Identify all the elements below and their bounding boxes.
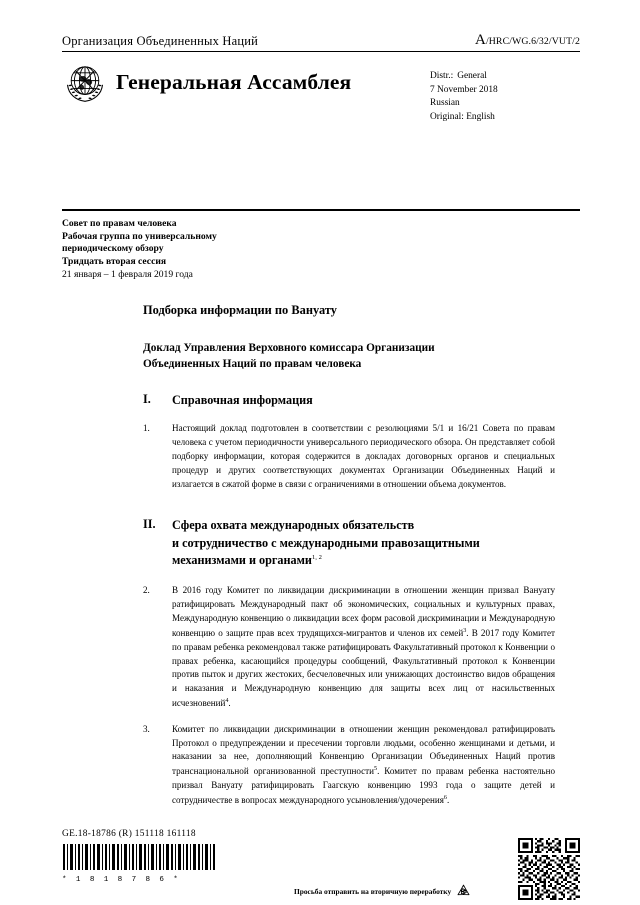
general-assembly-block <box>62 59 351 105</box>
recycle-notice <box>294 883 472 900</box>
session-number: Тридцать вторая сессия <box>62 255 167 267</box>
section-title-2-line-1: Сфера охвата международных обязательств <box>172 518 415 533</box>
section-heading-1 <box>143 392 555 409</box>
paragraph-number-2: 2. <box>143 585 150 596</box>
section-title-2-footnote-refs: 1, 2 <box>311 554 322 562</box>
document-symbol <box>475 33 580 49</box>
section-title-2-line-2: и сотрудничество с международными правозащитными <box>172 535 480 550</box>
distribution-block <box>430 59 580 125</box>
general-assembly-title: Генеральная Ассамблея <box>116 69 352 94</box>
recycle-icon <box>455 883 472 900</box>
paragraph-1 <box>143 422 555 491</box>
document-symbol-rest: /HRC/WG.6/32/VUT/2 <box>485 36 580 47</box>
header-thick-divider <box>62 209 580 211</box>
paragraph-2-part-1: В 2016 году Комитет по ликвидации дискриминации в отношении женщин призвал Вануату ратифицировать Международный пакт об экономических, социальных и культурных правах, Международную конвенцию о ликвидации всех форм расовой дискриминации и Международную конвенцию о защите прав всех трудящихся-мигрантов и членов их семей <box>172 585 555 638</box>
distribution-original: Original: English <box>430 111 495 122</box>
session-block <box>62 218 362 281</box>
distribution-line <box>430 70 580 84</box>
paragraph-text-1: Настоящий доклад подготовлен в соответствии с резолюциями 5/1 и 16/21 Совета по правам человека с учетом периодичности универсального периодического обзора. Он представляет собой подборку информации, которая содержится в докладах договорных органов и специальных процедур и других соответствующих документах Организации Объединенных Наций и излагается в сжатой форме в связи с ограничениями в отношении объема документов. <box>172 423 555 489</box>
paragraph-number-1: 1. <box>143 423 150 434</box>
section-heading-2 <box>143 517 555 569</box>
section-title-2-line-3: механизмами и органами <box>172 553 312 568</box>
working-group-line-1: Рабочая группа по универсальному <box>62 230 217 242</box>
organization-name: Организация Объединенных Наций <box>62 34 259 48</box>
section-number-2: II. <box>143 517 156 532</box>
document-subtitle-line-2: Объединенных Наций по правам человека <box>143 358 362 371</box>
document-body <box>143 303 555 820</box>
council-name: Совет по правам человека <box>62 218 177 229</box>
masthead-body-row <box>62 59 580 125</box>
qr-code-icon <box>518 838 580 900</box>
paragraph-2-part-3: . <box>228 698 231 708</box>
session-dates: 21 января – 1 февраля 2019 года <box>62 268 193 280</box>
paragraph-2-footnote-ref-2: 4 <box>225 696 229 704</box>
paragraph-3-part-1: Комитет по ликвидации дискриминации в отношении женщин рекомендовал ратифицировать Протокол о предупреждении и пресечении торговли людьми, особенно женщинами и детьми, и наказании за нее, дополняющий Конвенцию Организации Объединенных Наций против транснациональной организованной преступности <box>172 723 555 777</box>
document-symbol-initial: A <box>475 32 486 48</box>
section-number-1: I. <box>143 392 151 407</box>
page-footer <box>62 829 580 902</box>
footer-row <box>62 844 580 902</box>
paragraph-text-3 <box>172 723 555 808</box>
paragraph-2 <box>143 584 555 710</box>
distribution-label: Distr.: <box>430 71 454 81</box>
paragraph-3-footnote-ref-2: 6 <box>443 793 447 801</box>
distribution-value: General <box>457 71 487 81</box>
paragraph-2-footnote-ref-1: 3 <box>463 626 467 634</box>
paragraph-3-part-3: . <box>447 794 450 805</box>
section-title-1: Справочная информация <box>172 393 313 408</box>
paragraph-text-2 <box>172 584 555 710</box>
barcode-text: * 1 8 1 8 7 8 6 * <box>62 876 181 884</box>
working-group-line-2: периодическому обзору <box>62 243 164 255</box>
document-subtitle-line-1: Доклад Управления Верховного комиссара Организации <box>143 342 435 354</box>
masthead-top-row <box>62 33 580 51</box>
paragraph-3-footnote-ref-1: 5 <box>374 765 378 773</box>
barcode-block <box>62 844 218 884</box>
document-subtitle <box>143 340 555 372</box>
ge-document-code: GE.18-18786 (R) 151118 161118 <box>62 829 196 839</box>
document-title: Подборка информации по Вануату <box>143 303 337 317</box>
paragraph-3 <box>143 723 555 808</box>
paragraph-number-3: 3. <box>143 723 150 734</box>
paragraph-3-part-2: . Комитет по правам ребенка настоятельно призвал Вануату ратифицировать Гаагскую конвенцию 1993 года о защите детей и сотрудничестве в вопросах международного усыновления/удочерения <box>172 766 555 805</box>
recycle-notice-text: Просьба отправить на вторичную переработку <box>294 887 452 896</box>
distribution-language: Russian <box>430 98 460 109</box>
barcode-icon <box>62 844 218 870</box>
masthead <box>62 33 580 125</box>
paragraph-2-part-2: . В 2017 году Комитет по правам ребенка рекомендовал также ратифицировать Факультативный протокол к Конвенции о правах ребенка, касающийся процедуры сообщений, Факультативный протокол к Конвенции против пыток и других жестоких, бесчеловечных или унижающих достоинство видов обращения и наказания и Международную конвенцию для защиты всех лиц от насильственных исчезновений <box>172 627 555 708</box>
masthead-divider <box>62 51 580 52</box>
un-emblem-icon <box>62 59 108 105</box>
distribution-date: 7 November 2018 <box>430 84 498 95</box>
section-title-2 <box>172 517 480 569</box>
